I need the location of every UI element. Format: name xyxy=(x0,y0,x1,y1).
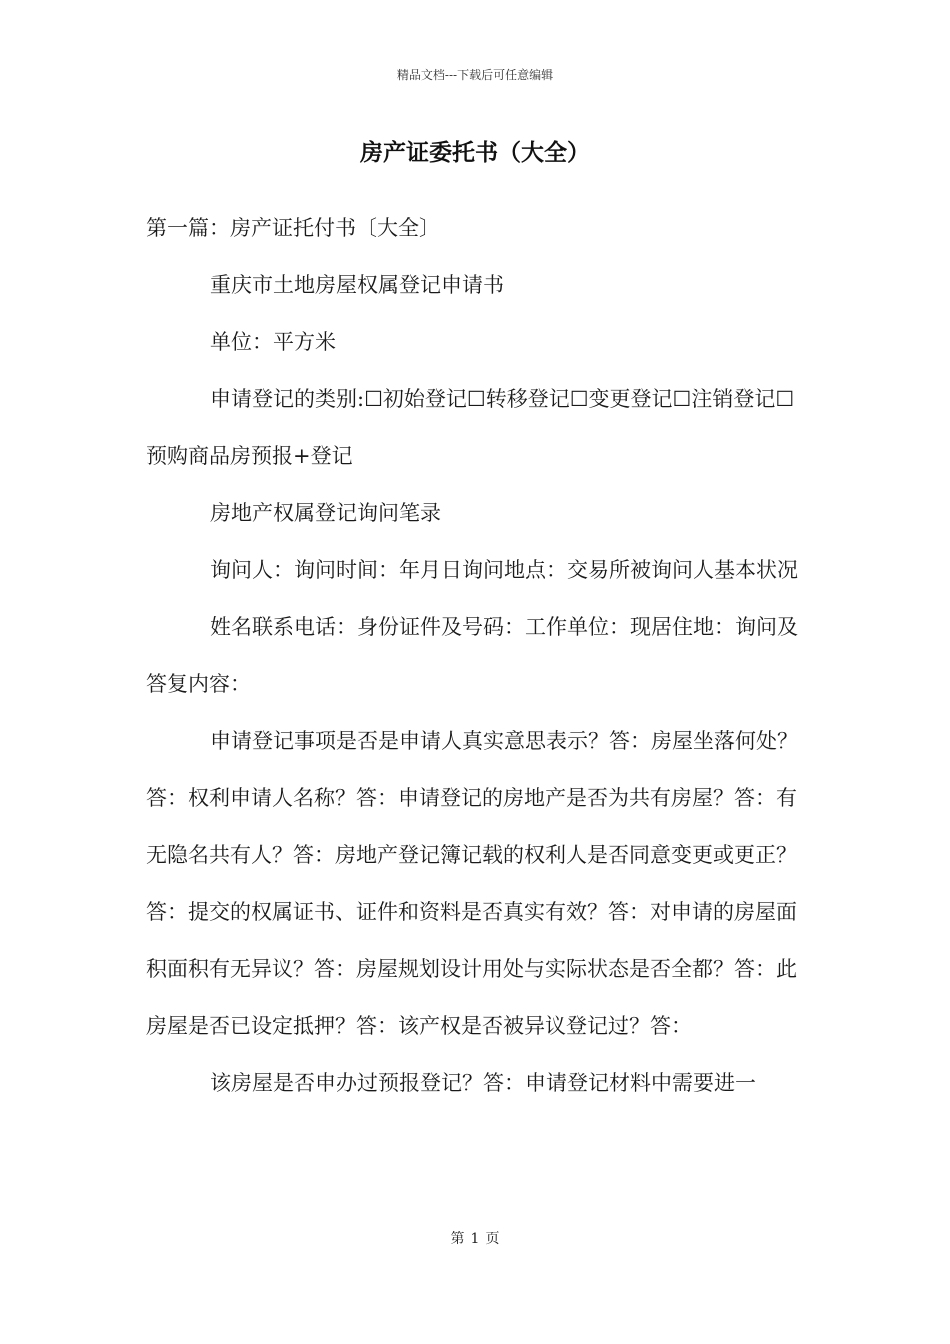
paragraph: 该房屋是否申办过预报登记？答：申请登记材料中需要进一 xyxy=(210,1071,756,1095)
paragraph: 单位：平方米 xyxy=(210,330,336,354)
page-prefix: 第 xyxy=(450,1231,465,1247)
page-number xyxy=(0,1228,950,1248)
paragraph: 申请登记事项是否是申请人真实意思表示？答：房屋坐落何处？答：权利申请人名称？答：申请登记的房地产是否为共有房屋？答：有无隐名共有人？答：房地产登记簿记载的权利人是否同意变更或更正？答：提交的权属证书、证件和资料是否真实有效？答：对申请的房屋面积面积有无异议？答：房屋规划设计用处与实际状态是否全都？答：此房屋是否已设定抵押？答：该产权是否被异议登记过？答： xyxy=(146,729,798,1038)
header-note: 精品文档---下载后可任意编辑 xyxy=(396,68,554,82)
paragraph: 申请登记的类别:☐初始登记☐转移登记☐变更登记☐注销登记☐预购商品房预报+登记 xyxy=(146,387,795,468)
document-title: 房产证委托书（大全） xyxy=(360,139,590,166)
page-suffix: 页 xyxy=(485,1231,500,1247)
document-body xyxy=(146,200,808,1112)
paragraph: 询问人：询问时间：年月日询问地点：交易所被询问人基本状况 xyxy=(210,558,798,582)
page-number-value: 1 xyxy=(470,1231,480,1247)
paragraph: 姓名联系电话：身份证件及号码：工作单位：现居住地：询问及答复内容： xyxy=(146,615,798,696)
paragraph: 重庆市土地房屋权属登记申请书 xyxy=(210,273,504,297)
section-heading: 第一篇：房产证托付书〔大全〕 xyxy=(146,216,440,240)
paragraph: 房地产权属登记询问笔录 xyxy=(210,501,441,525)
